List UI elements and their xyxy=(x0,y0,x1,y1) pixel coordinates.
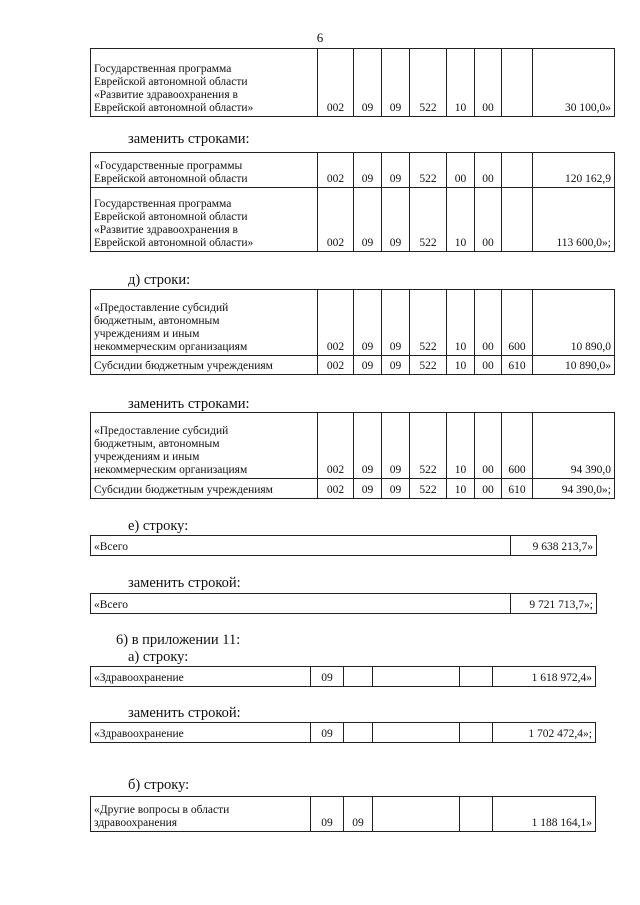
cell-subsection xyxy=(344,723,373,743)
cell-subsection: 09 xyxy=(344,797,373,832)
table-row xyxy=(91,594,597,614)
cell-article-3: 00 xyxy=(475,290,502,356)
row-name: «Предоставление субсидий бюджетным, автономным учреждениям и иным некоммерческим организациям xyxy=(91,290,318,356)
cell-article: 522 xyxy=(410,356,447,375)
cell-section: 09 xyxy=(354,153,382,188)
cell-section: 09 xyxy=(354,479,382,499)
cell-amount: 9 638 213,7» xyxy=(511,536,597,556)
cell-article xyxy=(373,723,460,743)
budget-table-2 xyxy=(90,152,615,252)
row-name: «Всего xyxy=(91,594,511,614)
cell-amount: 1 702 472,4»; xyxy=(493,723,596,743)
cell-amount: 94 390,0 xyxy=(533,413,615,479)
cell-expense-type xyxy=(502,188,533,252)
row-name: Государственная программа Еврейской автономной области «Развитие здравоохранения в Еврейской автономной области» xyxy=(91,49,318,117)
cell-expense-type xyxy=(460,667,493,687)
cell-article: 522 xyxy=(410,49,447,117)
cell-subsection: 09 xyxy=(382,49,410,117)
cell-subsection: 09 xyxy=(382,153,410,188)
table-row xyxy=(91,153,615,188)
heading-replace-row-1: заменить строкой: xyxy=(128,575,241,591)
cell-article: 522 xyxy=(410,188,447,252)
cell-ministry: 002 xyxy=(318,290,354,356)
cell-article-2: 10 xyxy=(447,188,475,252)
cell-article-2: 10 xyxy=(447,49,475,117)
table-row xyxy=(91,536,597,556)
table-row xyxy=(91,723,596,743)
row-name: «Здравоохранение xyxy=(91,723,311,743)
cell-article: 522 xyxy=(410,479,447,499)
cell-subsection: 09 xyxy=(382,413,410,479)
cell-article-3: 00 xyxy=(475,479,502,499)
cell-section: 09 xyxy=(354,290,382,356)
cell-amount: 30 100,0» xyxy=(533,49,615,117)
table-row xyxy=(91,413,615,479)
appendix-table-3 xyxy=(90,796,596,832)
row-name: «Здравоохранение xyxy=(91,667,311,687)
table-row xyxy=(91,797,596,832)
cell-amount: 10 890,0 xyxy=(533,290,615,356)
cell-amount: 120 162,9 xyxy=(533,153,615,188)
cell-expense-type xyxy=(502,49,533,117)
cell-amount: 94 390,0»; xyxy=(533,479,615,499)
cell-article-2: 10 xyxy=(447,356,475,375)
cell-article-2: 00 xyxy=(447,153,475,188)
cell-section: 09 xyxy=(311,797,344,832)
row-name: «Предоставление субсидий бюджетным, автономным учреждениям и иным некоммерческим организациям xyxy=(91,413,318,479)
table-row xyxy=(91,667,596,687)
table-row xyxy=(91,290,615,356)
cell-article-3: 00 xyxy=(475,49,502,117)
cell-section: 09 xyxy=(354,356,382,375)
cell-article-3: 00 xyxy=(475,188,502,252)
heading-appendix-11: 6) в приложении 11: xyxy=(116,632,241,648)
row-name: Субсидии бюджетным учреждениям xyxy=(91,356,318,375)
cell-subsection: 09 xyxy=(382,290,410,356)
heading-replace-rows-2: заменить строками: xyxy=(128,396,250,412)
cell-subsection: 09 xyxy=(382,188,410,252)
row-name: «Государственные программы Еврейской автономной области xyxy=(91,153,318,188)
cell-article: 522 xyxy=(410,290,447,356)
page-number: 6 xyxy=(316,30,324,45)
cell-amount: 113 600,0»; xyxy=(533,188,615,252)
cell-article-2: 10 xyxy=(447,413,475,479)
cell-article-2: 10 xyxy=(447,479,475,499)
cell-article-2: 10 xyxy=(447,290,475,356)
cell-section: 09 xyxy=(354,413,382,479)
budget-table-3 xyxy=(90,289,615,375)
total-table-1 xyxy=(90,535,597,556)
cell-expense-type xyxy=(502,153,533,188)
table-row xyxy=(91,356,615,375)
cell-section: 09 xyxy=(311,723,344,743)
heading-b-row: б) строку: xyxy=(128,777,190,793)
heading-replace-rows-1: заменить строками: xyxy=(128,131,250,147)
cell-amount: 10 890,0» xyxy=(533,356,615,375)
cell-expense-type: 600 xyxy=(502,290,533,356)
cell-amount: 1 188 164,1» xyxy=(493,797,596,832)
row-name: Государственная программа Еврейской автономной области «Развитие здравоохранения в Еврейской автономной области» xyxy=(91,188,318,252)
row-name: Субсидии бюджетным учреждениям xyxy=(91,479,318,499)
cell-ministry: 002 xyxy=(318,356,354,375)
table-row xyxy=(91,49,615,117)
cell-article xyxy=(373,667,460,687)
total-table-2 xyxy=(90,593,597,614)
cell-article xyxy=(373,797,460,832)
cell-article: 522 xyxy=(410,413,447,479)
heading-replace-row-2: заменить строкой: xyxy=(128,705,241,721)
cell-amount: 9 721 713,7»; xyxy=(511,594,597,614)
cell-expense-type xyxy=(460,723,493,743)
table-row xyxy=(91,479,615,499)
cell-section: 09 xyxy=(311,667,344,687)
cell-expense-type: 600 xyxy=(502,413,533,479)
cell-article: 522 xyxy=(410,153,447,188)
cell-ministry: 002 xyxy=(318,49,354,117)
heading-e-row: е) строку: xyxy=(128,518,189,534)
row-name: «Другие вопросы в области здравоохранения xyxy=(91,797,311,832)
cell-subsection: 09 xyxy=(382,479,410,499)
table-row xyxy=(91,188,615,252)
cell-ministry: 002 xyxy=(318,479,354,499)
cell-ministry: 002 xyxy=(318,153,354,188)
appendix-table-1 xyxy=(90,666,596,687)
cell-section: 09 xyxy=(354,49,382,117)
heading-d-rows: д) строки: xyxy=(128,272,191,288)
row-name: «Всего xyxy=(91,536,511,556)
cell-expense-type xyxy=(460,797,493,832)
cell-article-3: 00 xyxy=(475,356,502,375)
cell-expense-type: 610 xyxy=(502,479,533,499)
cell-amount: 1 618 972,4» xyxy=(493,667,596,687)
cell-subsection xyxy=(344,667,373,687)
cell-expense-type: 610 xyxy=(502,356,533,375)
appendix-table-2 xyxy=(90,722,596,743)
cell-article-3: 00 xyxy=(475,153,502,188)
heading-a-row: а) строку: xyxy=(128,649,189,665)
cell-section: 09 xyxy=(354,188,382,252)
budget-table-4 xyxy=(90,412,615,499)
budget-table-1 xyxy=(90,48,615,117)
cell-ministry: 002 xyxy=(318,413,354,479)
cell-subsection: 09 xyxy=(382,356,410,375)
cell-article-3: 00 xyxy=(475,413,502,479)
cell-ministry: 002 xyxy=(318,188,354,252)
